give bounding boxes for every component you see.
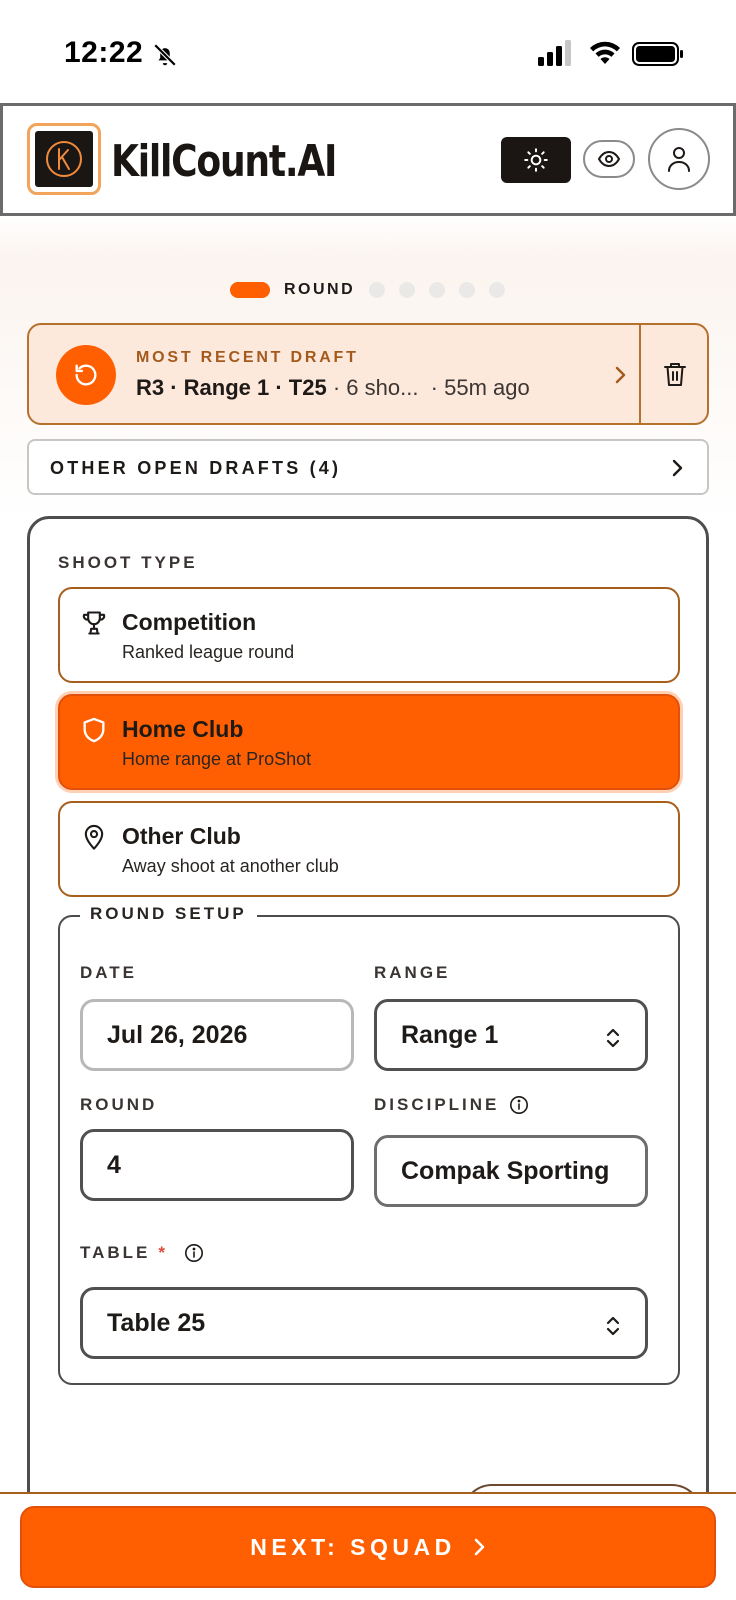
range-select[interactable] [374,999,648,1071]
cellular-signal-icon [538,40,574,66]
resume-icon-badge [56,345,116,405]
recent-draft-detail: · 6 sho... [326,375,419,400]
other-drafts-label: OTHER OPEN DRAFTS (4) [50,458,342,478]
step-indicator [369,282,385,298]
delete-draft-button[interactable] [641,325,709,423]
range-label [374,963,450,983]
required-indicator: * [158,1243,169,1262]
round-label [80,1095,157,1115]
next-squad-button[interactable] [20,1506,716,1588]
step-label: ROUND [284,281,356,298]
shoot-type-title: Home Club [122,716,244,742]
step-indicator-active [230,282,270,298]
progress-stepper [230,280,519,300]
wifi-icon [588,40,622,66]
next-button-label: NEXT: SQUAD [250,1533,456,1560]
chevron-right-icon [611,363,629,387]
table-label-text: TABLE [80,1243,151,1262]
shoot-type-competition[interactable] [58,587,680,683]
recent-draft-age: · 55m ago [418,375,530,400]
shoot-type-subtitle: Away shoot at another club [122,856,339,876]
history-icon [72,361,100,389]
logo-mark [35,131,93,187]
battery-icon [632,42,684,66]
table-label [80,1243,204,1263]
discipline-field[interactable] [374,1135,648,1207]
visibility-toggle-button[interactable] [583,140,635,178]
shoot-type-home-club[interactable] [58,694,680,790]
round-setup-legend: ROUND SETUP [80,904,257,924]
recent-draft-title: R3 · Range 1 · T25 [136,375,327,400]
recent-draft-card[interactable] [27,323,709,425]
chevron-up-down-icon [605,1026,621,1050]
brand-name: KillCount.AI [111,136,337,187]
status-bar [0,0,736,104]
chevron-right-icon [669,457,685,479]
range-value: Range 1 [401,1020,499,1049]
round-form-card [27,516,709,1600]
step-indicator [489,282,505,298]
info-icon[interactable] [509,1095,529,1115]
shoot-type-other-club[interactable] [58,801,680,897]
discipline-label-text: DISCIPLINE [374,1095,500,1114]
round-number-input[interactable] [80,1129,354,1201]
shield-icon [80,716,108,744]
user-icon [667,146,691,172]
app-logo[interactable] [27,123,101,195]
shoot-type-subtitle: Ranked league round [122,642,295,662]
shoot-type-title: Competition [122,609,257,635]
trophy-icon [80,609,108,637]
step-indicator [429,282,445,298]
date-label-text: DATE [80,963,138,982]
trash-icon [663,361,687,387]
round-label-text: ROUND [80,1095,158,1114]
discipline-label [374,1095,529,1115]
date-value: Jul 26, 2026 [107,1020,248,1049]
chevron-right-icon [472,1537,486,1557]
range-label-text: RANGE [374,963,451,982]
table-select[interactable] [80,1287,648,1359]
shoot-type-subtitle: Home range at ProShot [122,749,312,769]
map-pin-icon [80,823,108,851]
recent-draft-summary [136,375,530,401]
status-time: 12:22 [64,36,144,69]
logo-k-icon [44,139,84,179]
theme-toggle-button[interactable] [501,137,571,183]
round-setup-section [58,904,680,1385]
step-indicator [459,282,475,298]
bell-off-icon [152,42,178,68]
sun-icon [523,147,549,173]
other-drafts-button[interactable] [27,439,709,495]
app-header [0,103,736,216]
discipline-value: Compak Sporting [401,1156,610,1185]
shoot-type-title: Other Club [122,823,241,849]
shoot-type-label: SHOOT TYPE [58,553,198,572]
recent-draft-kicker: MOST RECENT DRAFT [136,349,359,366]
table-value: Table 25 [107,1308,206,1337]
eye-icon [598,151,620,167]
chevron-up-down-icon [605,1314,621,1338]
info-icon[interactable] [184,1243,204,1263]
date-field[interactable] [80,999,354,1071]
step-indicator [399,282,415,298]
date-label [80,963,137,983]
round-value: 4 [107,1150,121,1179]
profile-button[interactable] [648,128,710,190]
